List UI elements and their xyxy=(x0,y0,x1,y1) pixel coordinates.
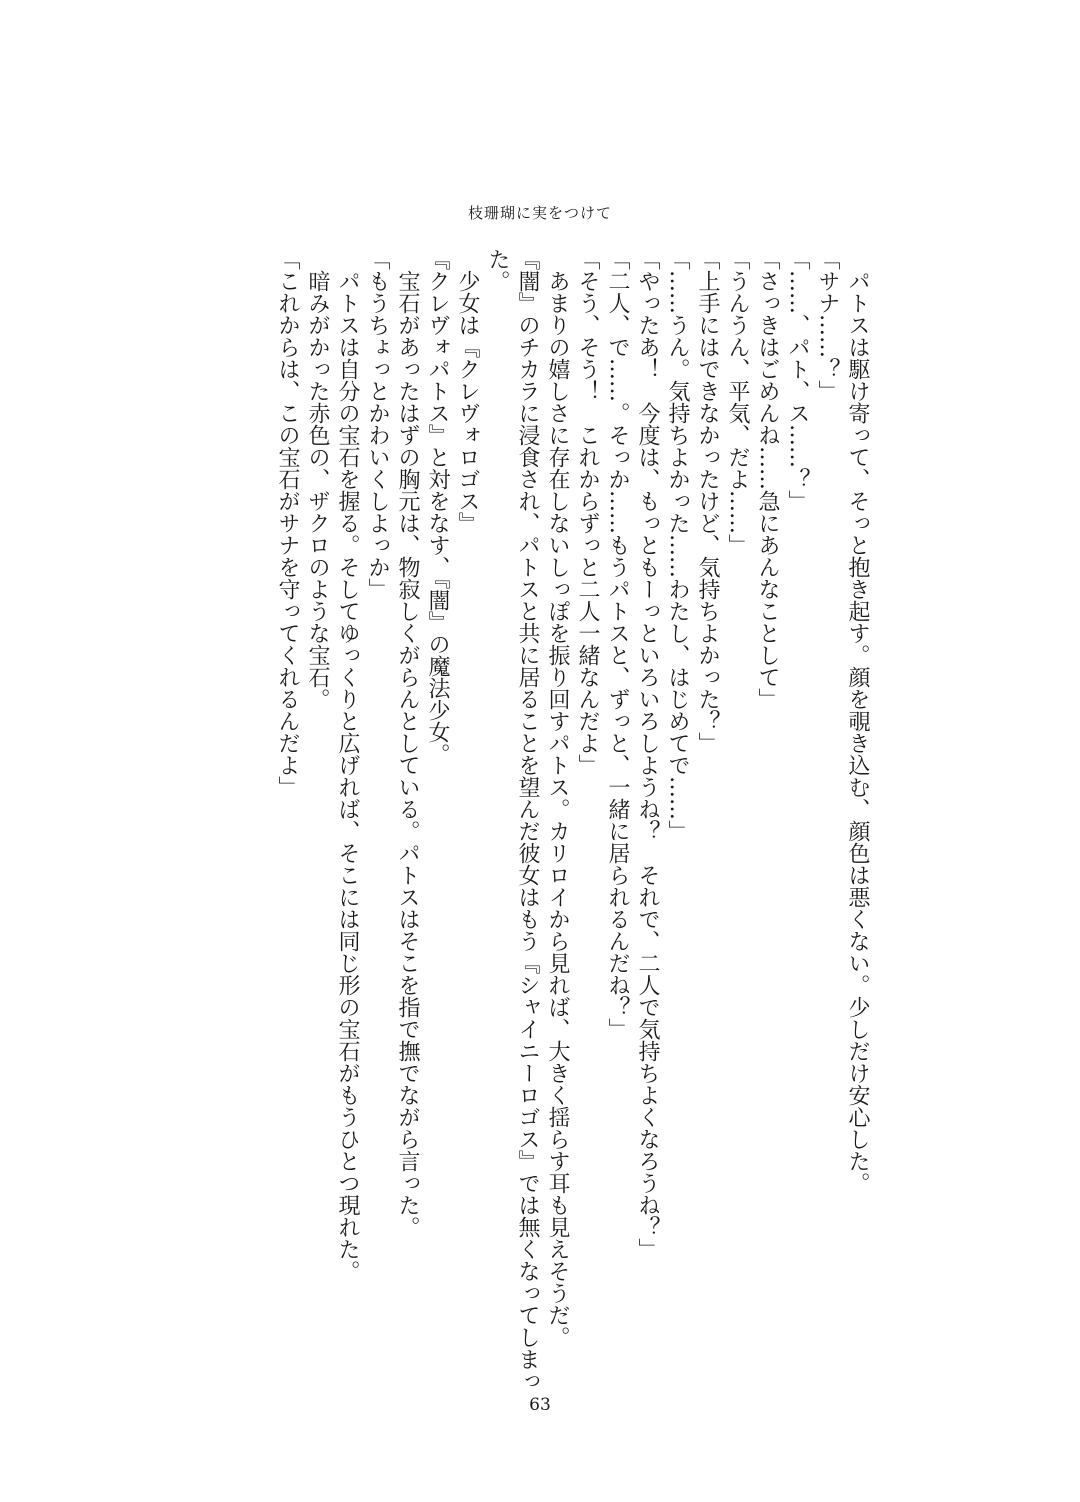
body-text xyxy=(272,248,872,1392)
text-line: パトスは自分の宝石を握る。そしてゆっくりと広げれば、そこには同じ形の宝石がもうひとつ現れた。 xyxy=(335,248,360,1282)
text-line: 「うんうん、平気、だよ……」 xyxy=(725,248,750,556)
text-line: 「……うん。気持ちよかった……わたし、はじめてで……」 xyxy=(665,248,690,842)
text-line: 『闇』のチカラに浸食され、パトスと共に居ることを望んだ彼女はもう『シャイニーロゴス』では無くなってしまっ xyxy=(515,248,540,1392)
text-line: 「上手にはできなかったけど、気持ちよかった？」 xyxy=(695,248,720,754)
text-line: 暗みがかった赤色の、ザクロのような宝石。 xyxy=(305,248,330,710)
text-line: た。 xyxy=(485,248,510,292)
text-line: パトスは駆け寄って、そっと抱き起す。顔を覗き込む、顔色は悪くない。少しだけ安心した。 xyxy=(845,248,870,1194)
text-line: 「やったあ！ 今度は、もっともーっといろいろしようね？ それで、二人で気持ちよくなろうね？」 xyxy=(635,248,660,1260)
text-line: 「もうちょっとかわいくしよっか」 xyxy=(365,248,390,600)
running-header: 枝珊瑚に実をつけて xyxy=(467,204,612,222)
text-line: 「さっきはごめんね……急にあんなことして」 xyxy=(755,248,780,710)
text-line: 「……、パト、ス……？」 xyxy=(785,248,810,512)
text-line: 「そう、そう！ これからずっと二人一緒なんだよ」 xyxy=(575,248,600,776)
text-line: 「二人、で……。そっか……もうパトスと、ずっと、一緒に居られるんだね？」 xyxy=(605,248,630,1040)
page-number: 63 xyxy=(529,1395,551,1415)
text-line: 少女は『クレヴォロゴス』 xyxy=(455,248,480,534)
text-line: 宝石があったはずの胸元は、物寂しくがらんとしている。パトスはそこを指で撫でながら言った。 xyxy=(395,248,420,1238)
text-line: 「これからは、この宝石がサナを守ってくれるんだよ」 xyxy=(275,248,300,798)
text-line: あまりの嬉しさに存在しないしっぽを振り回すパトス。カリロイから見れば、大きく揺らす耳も見えそうだ。 xyxy=(545,248,570,1348)
text-line: 『クレヴォパトス』と対をなす、『闇』の魔法少女。 xyxy=(425,248,450,765)
text-line: 「サナ……？」 xyxy=(815,248,840,402)
